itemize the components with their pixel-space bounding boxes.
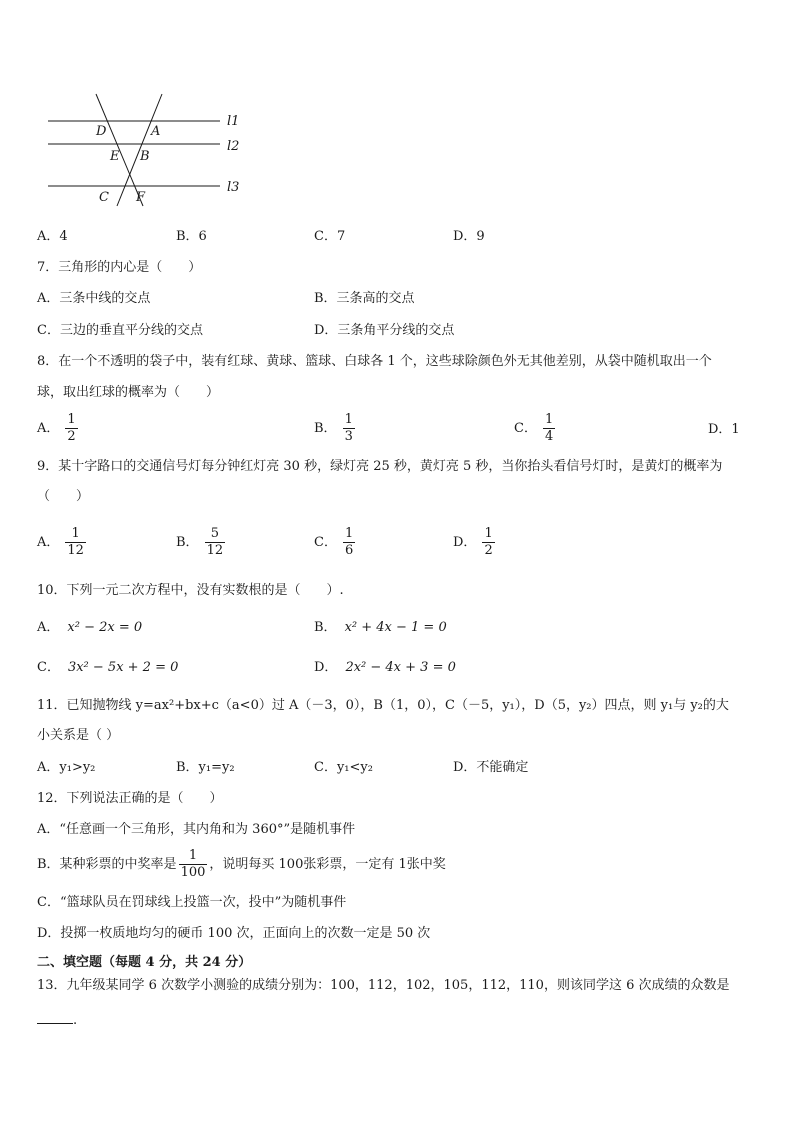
q8-a-label: A． bbox=[37, 421, 60, 436]
q10-stem: 10．下列一元二次方程中，没有实数根的是（ ）. bbox=[37, 583, 344, 598]
q8-a-fraction: $\frac{1}{2}$ bbox=[67, 412, 76, 444]
q8-b-fraction: $\frac{1}{3}$ bbox=[344, 412, 353, 444]
point-D: D bbox=[96, 124, 107, 139]
q9-d-fraction: $\frac{1}{2}$ bbox=[484, 526, 493, 558]
q11-option-a[interactable]: A．y₁>y₂ bbox=[37, 760, 96, 775]
q8-b-label: B． bbox=[314, 421, 337, 436]
point-F: F bbox=[136, 190, 146, 205]
q7-option-d[interactable]: D．三条角平分线的交点 bbox=[314, 323, 455, 338]
q9-c-fraction: $\frac{1}{6}$ bbox=[344, 526, 354, 558]
q6-option-b[interactable]: B．6 bbox=[176, 229, 207, 244]
q10-option-a[interactable]: A． x² − 2x = 0 bbox=[37, 620, 143, 635]
q9-b-fraction: $\frac{5}{12}$ bbox=[206, 526, 224, 558]
point-C: C bbox=[99, 190, 109, 205]
q11-stem-line2: 小关系是（ ） bbox=[37, 728, 120, 743]
q12-stem: 12．下列说法正确的是（ ） bbox=[37, 791, 223, 806]
q13-stem: 13．九年级某同学 6 次数学小测验的成绩分别为：100，112，102，105，112，110，则该同学这 6 次成绩的众数是 bbox=[37, 978, 730, 993]
q8-c-label: C． bbox=[514, 421, 537, 436]
q11-option-c[interactable]: C．y₁<y₂ bbox=[314, 760, 373, 775]
q9-option-a[interactable]: A． $\frac{1}{12}$ bbox=[37, 526, 84, 558]
q10-c-equation: 3x² − 5x + 2 = 0 bbox=[67, 660, 179, 675]
q6-option-a[interactable]: A．4 bbox=[37, 229, 68, 244]
q11-option-b[interactable]: B．y₁=y₂ bbox=[176, 760, 235, 775]
q11-stem-line1: 11．已知抛物线 y=ax²+bx+c（a<0）过 A（－3，0），B（1，0），C（－5，y₁），D（5，y₂）四点，则 y₁与 y₂的大 bbox=[37, 698, 729, 713]
q12-b-fraction: $\frac{1}{100}$ bbox=[180, 848, 206, 880]
q8-option-b[interactable] bbox=[314, 412, 355, 445]
q10-a-equation: x² − 2x = 0 bbox=[67, 620, 143, 635]
q10-b-equation: x² + 4x − 1 = 0 bbox=[344, 620, 447, 635]
point-E: E bbox=[110, 149, 120, 164]
q10-d-equation: 2x² − 4x + 3 = 0 bbox=[345, 660, 456, 675]
q8-option-c[interactable] bbox=[514, 412, 555, 445]
q9-option-b[interactable]: B． $\frac{5}{12}$ bbox=[176, 526, 224, 558]
q6-option-c[interactable]: C．7 bbox=[314, 229, 346, 244]
q7-option-a[interactable]: A．三条中线的交点 bbox=[37, 291, 151, 306]
q9-option-d[interactable]: D． $\frac{1}{2}$ bbox=[453, 526, 493, 558]
q6-option-d[interactable]: D．9 bbox=[453, 229, 485, 244]
q7-option-c[interactable]: C．三边的垂直平分线的交点 bbox=[37, 323, 203, 338]
point-A: A bbox=[151, 124, 161, 139]
parallel-lines-figure bbox=[40, 90, 250, 210]
section-2-title: 二、填空题（每题 4 分，共 24 分） bbox=[37, 955, 252, 970]
q7-stem: 7．三角形的内心是（ ） bbox=[37, 260, 202, 275]
q12-option-c[interactable]: C．“篮球队员在罚球线上投篮一次，投中”为随机事件 bbox=[37, 895, 347, 910]
q10-option-d[interactable]: D． 2x² − 4x + 3 = 0 bbox=[314, 660, 456, 675]
q10-option-b[interactable]: B． x² + 4x − 1 = 0 bbox=[314, 620, 447, 635]
point-B: B bbox=[140, 149, 150, 164]
q8-option-a[interactable] bbox=[37, 412, 78, 445]
q9-stem-line1: 9．某十字路口的交通信号灯每分钟红灯亮 30 秒，绿灯亮 25 秒，黄灯亮 5 秒，当你抬头看信号灯时，是黄灯的概率为 bbox=[37, 459, 723, 474]
q12-option-a[interactable]: A．“任意画一个三角形，其内角和为 360°”是随机事件 bbox=[37, 822, 356, 837]
q9-option-c[interactable]: C． $\frac{1}{6}$ bbox=[314, 526, 354, 558]
q8-c-fraction: $\frac{1}{4}$ bbox=[544, 412, 554, 444]
q12-option-d[interactable]: D．投掷一枚质地均匀的硬币 100 次，正面向上的次数一定是 50 次 bbox=[37, 926, 431, 941]
q8-stem-line1: 8．在一个不透明的袋子中，装有红球、黄球、篮球、白球各 1 个，这些球除颜色外无其他差别，从袋中随机取出一个 bbox=[37, 354, 712, 369]
label-l2: l2 bbox=[227, 139, 240, 154]
q11-option-d[interactable]: D．不能确定 bbox=[453, 760, 529, 775]
q7-option-b[interactable]: B．三条高的交点 bbox=[314, 291, 415, 306]
q10-option-c[interactable]: C． 3x² − 5x + 2 = 0 bbox=[37, 660, 179, 675]
q13-answer-blank[interactable]: . bbox=[37, 1012, 77, 1030]
q12-option-b[interactable]: B．某种彩票的中奖率是 $\frac{1}{100}$ ，说明每买 100张彩票，一定有 1张中奖 bbox=[37, 848, 446, 880]
q8-option-d[interactable]: D．1 bbox=[708, 422, 740, 437]
label-l3: l3 bbox=[227, 180, 240, 195]
q9-a-fraction: $\frac{1}{12}$ bbox=[67, 526, 84, 558]
q8-stem-line2: 球，取出红球的概率为（ ） bbox=[37, 385, 220, 400]
q9-stem-line2: （ ） bbox=[37, 489, 90, 504]
label-l1: l1 bbox=[227, 114, 240, 129]
